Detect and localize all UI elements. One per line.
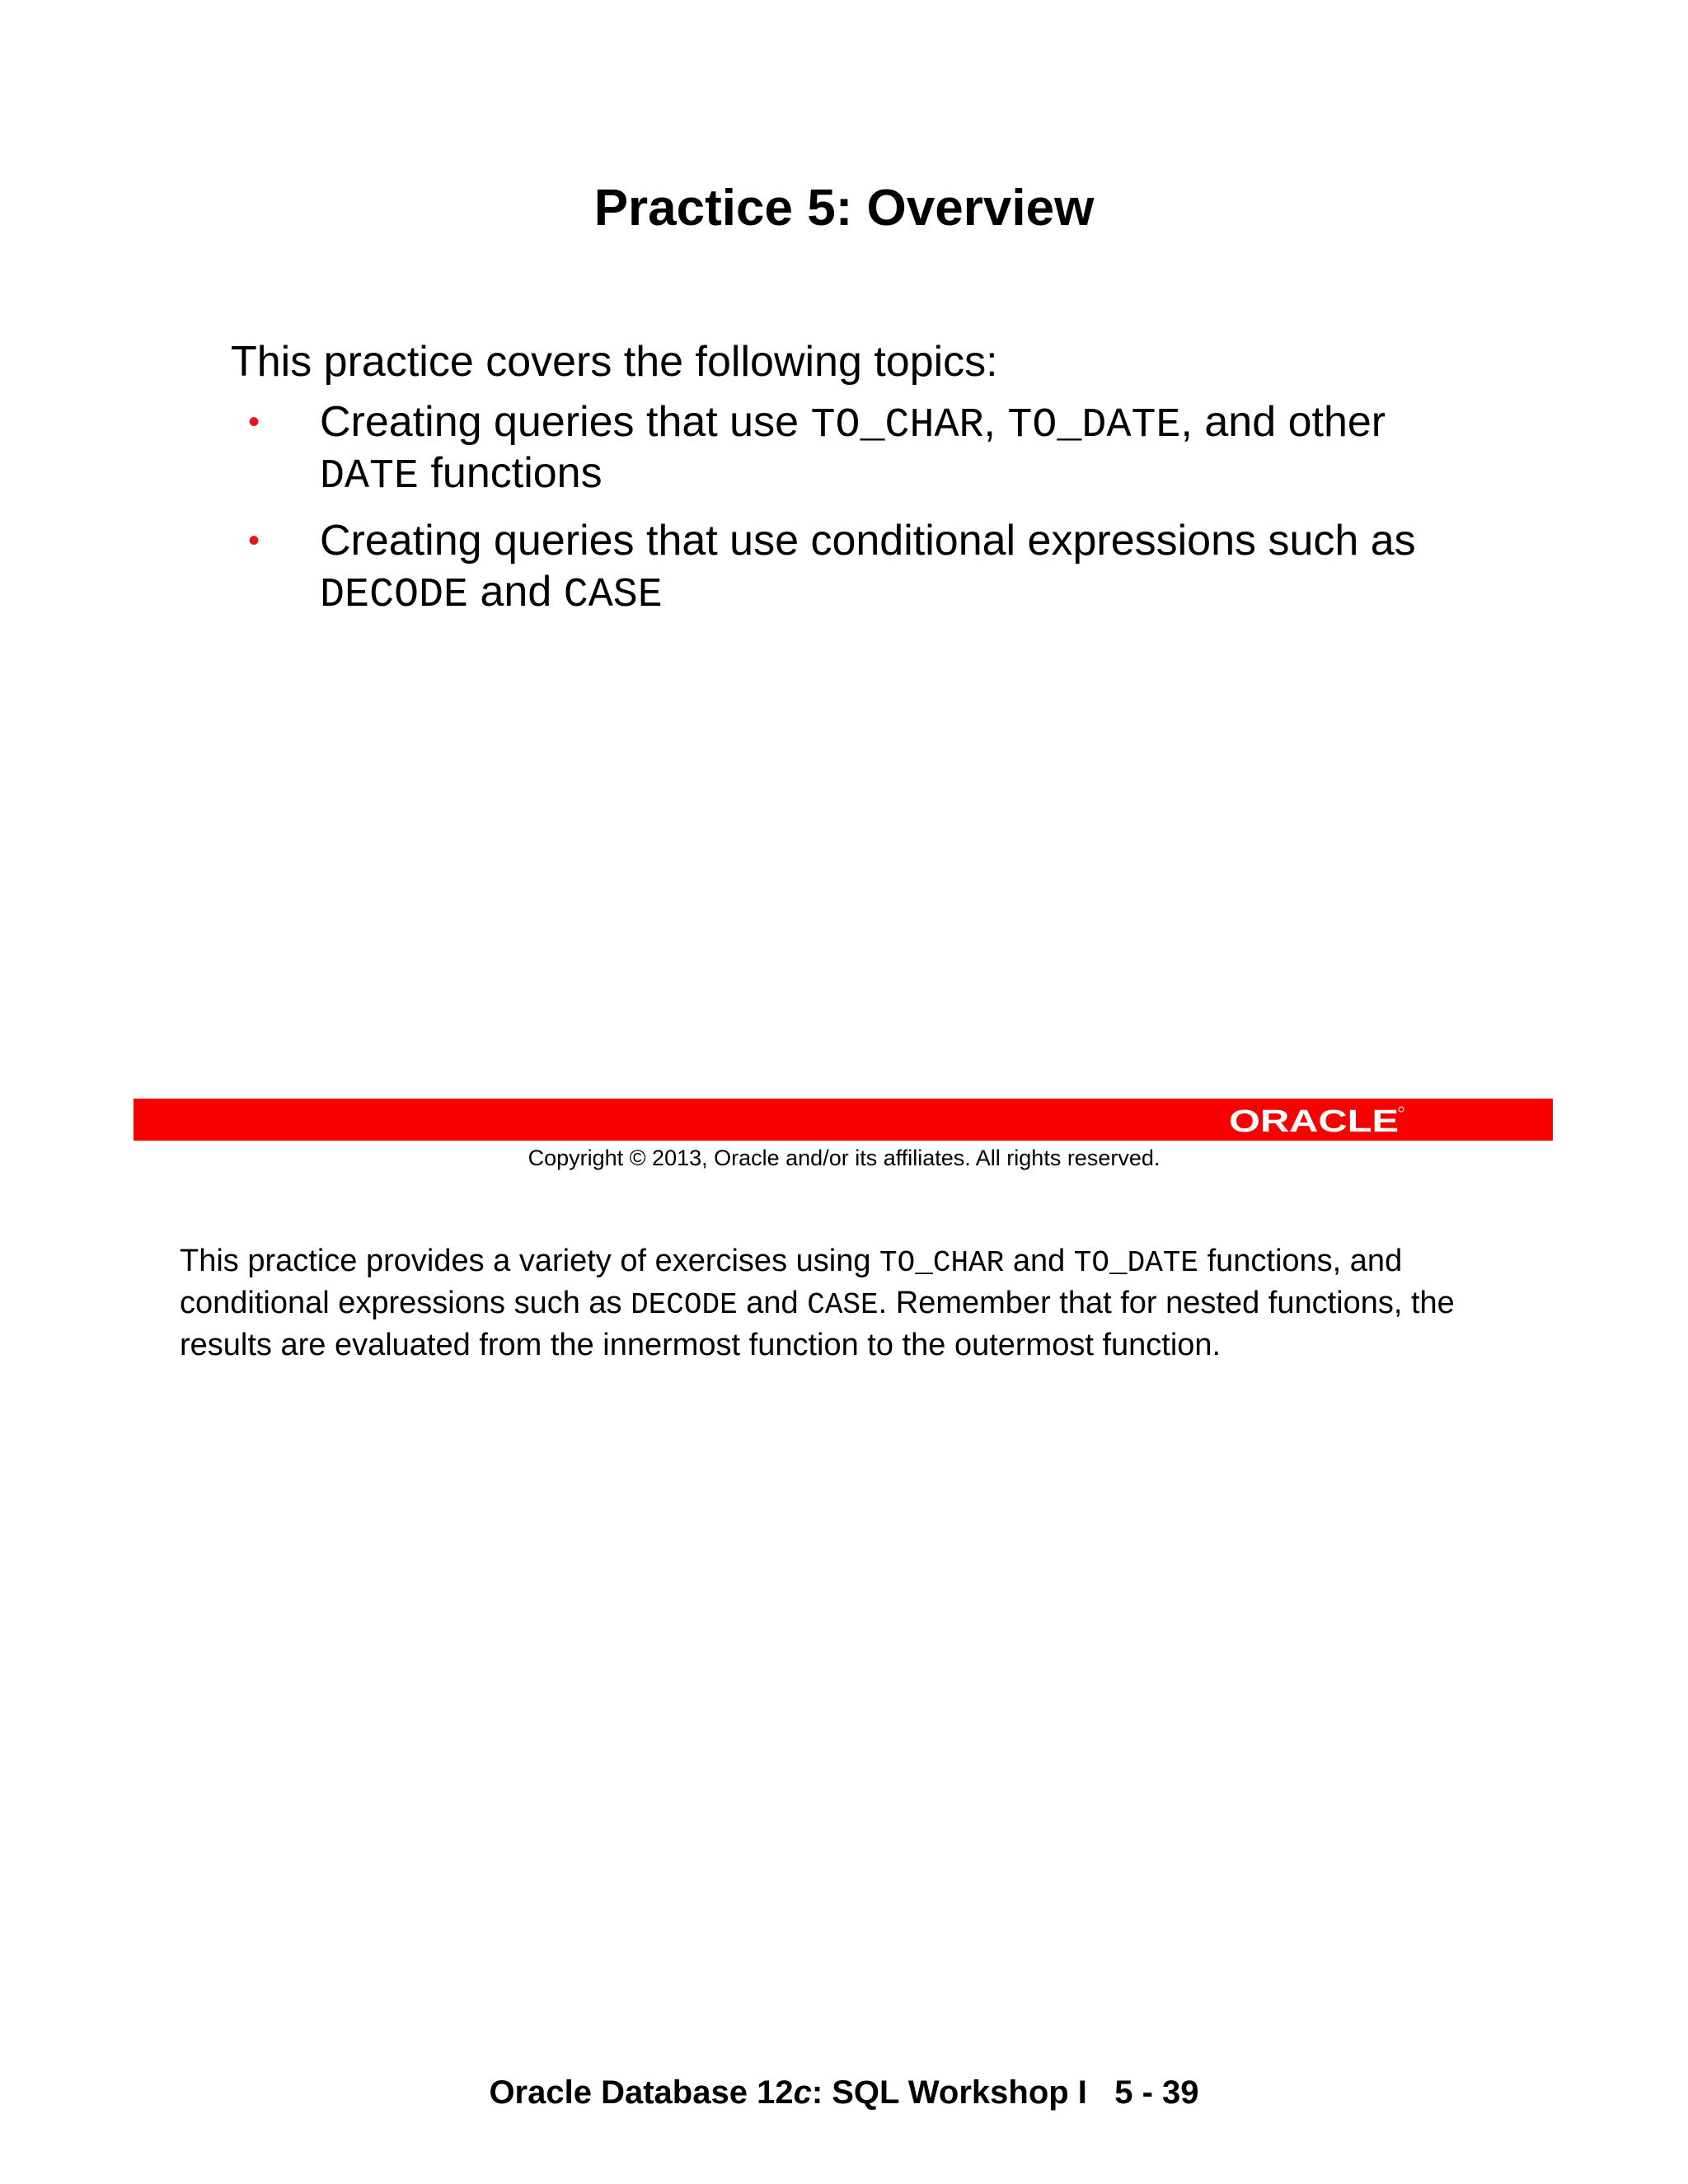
text-run: . Remember that for nested functions, the	[878, 1286, 1455, 1320]
footer-italic-c: c	[793, 2074, 812, 2111]
bullet-line	[320, 396, 1386, 447]
notes-line: results are evaluated from the innermost function to the outermost function.	[180, 1328, 1221, 1362]
slide-title: Practice 5: Overview	[593, 180, 1095, 237]
oracle-logo	[1229, 1102, 1405, 1138]
footer-text: Oracle Database 12	[489, 2074, 794, 2111]
bullet-line	[320, 565, 1416, 619]
intro-text: This practice covers the following topics:	[231, 338, 998, 386]
text-run: ,	[983, 398, 1008, 446]
copyright-text: Copyright © 2013, Oracle and/or its affiliates. All rights reserved.	[528, 1146, 1160, 1170]
bullet-icon: •	[248, 523, 260, 559]
bullet-line	[320, 447, 1386, 498]
text-run: This practice provides a variety of exercises using	[180, 1244, 880, 1278]
notes-line	[180, 1241, 1581, 1283]
footer-text: : SQL Workshop I 5 - 39	[811, 2074, 1199, 2111]
text-run: and	[468, 568, 564, 616]
text-run: conditional expressions such as	[180, 1286, 631, 1320]
code-date: DATE	[320, 453, 420, 500]
notes-paragraph	[180, 1241, 1581, 1366]
code-to-date: TO_DATE	[1073, 1246, 1199, 1280]
code-case: CASE	[563, 572, 663, 619]
text-run: functions, and	[1198, 1244, 1403, 1278]
registered-mark-icon	[1399, 1107, 1404, 1112]
bullet-line: Creating queries that use conditional expressions such as	[320, 517, 1416, 565]
bullet-text	[320, 514, 1416, 619]
code-to-date: TO_DATE	[1007, 402, 1181, 449]
text-run: and	[1004, 1244, 1074, 1278]
bullet-icon: •	[248, 404, 260, 440]
text-run: , and other	[1180, 398, 1386, 446]
page-footer	[0, 2069, 1688, 2116]
text-run: functions	[419, 449, 603, 497]
code-to-char: TO_CHAR	[810, 402, 984, 449]
notes-line	[180, 1283, 1581, 1325]
code-decode: DECODE	[631, 1288, 738, 1322]
bullet-text	[320, 396, 1386, 498]
text-run: and	[737, 1286, 808, 1320]
code-decode: DECODE	[320, 572, 469, 619]
code-to-char: TO_CHAR	[879, 1246, 1005, 1280]
code-case: CASE	[807, 1288, 879, 1322]
text-run: Creating queries that use	[320, 398, 811, 446]
oracle-logo-text: ORACLE	[1229, 1104, 1399, 1138]
